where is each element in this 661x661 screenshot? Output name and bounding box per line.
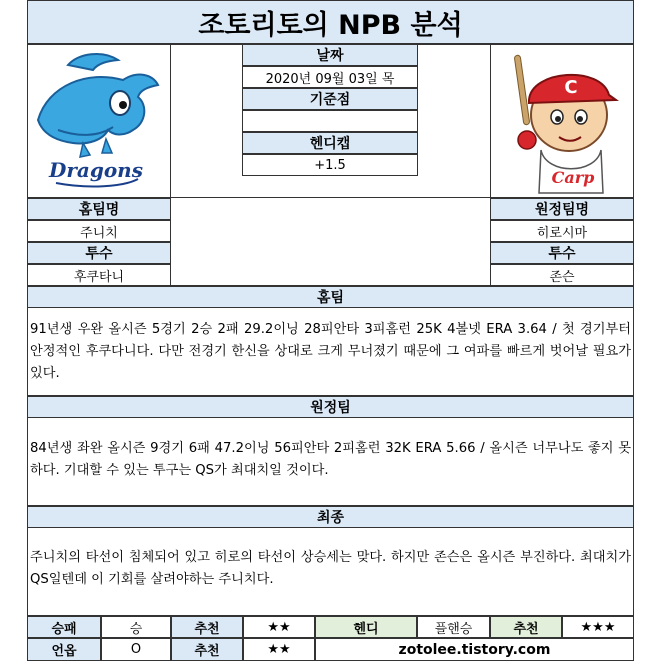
dragons-logo-text: Dragons bbox=[49, 158, 143, 182]
home-section-header: 홈팀 bbox=[27, 286, 634, 308]
handi-label: 헨디 bbox=[315, 616, 417, 638]
date-label: 날짜 bbox=[242, 44, 418, 66]
site-link[interactable]: zotolee.tistory.com bbox=[315, 638, 634, 661]
ou-value: O bbox=[101, 638, 171, 661]
middle-blank-area bbox=[171, 198, 490, 286]
ou-label: 언옵 bbox=[27, 638, 101, 661]
carp-cap-letter: C bbox=[564, 77, 578, 98]
rec1-value: ★★ bbox=[243, 616, 315, 638]
away-pitcher-name: 존슨 bbox=[490, 264, 634, 286]
analysis-sheet bbox=[27, 0, 634, 661]
final-section-header: 최종 bbox=[27, 506, 634, 528]
home-section-body bbox=[27, 308, 634, 396]
home-analysis-text: 91년생 우완 올시즌 5경기 2승 2패 29.2이닝 28피안타 3피홈런 25K 4볼넷 ERA 3.64 / 첫 경기부터 안정적인 후쿠다니다. 다만 전경기 한신을 상대로 크게 무너졌기 때문에 그 여파를 빠르게 벗어날 필요가 있다. bbox=[30, 322, 631, 381]
away-section-body bbox=[27, 418, 634, 506]
away-pitcher-label: 투수 bbox=[490, 242, 634, 264]
rec1-label: 추천 bbox=[171, 616, 243, 638]
rec2-value: ★★★ bbox=[562, 616, 634, 638]
wl-value: 승 bbox=[101, 616, 171, 638]
carp-logo-text: Carp bbox=[551, 168, 595, 187]
baseline-label: 기준점 bbox=[242, 88, 418, 110]
away-logo-box bbox=[490, 44, 634, 198]
home-pitcher-label: 투수 bbox=[27, 242, 171, 264]
final-analysis-text: 주니치의 타선이 침체되어 있고 히로의 타선이 상승세는 맞다. 하지만 존슨은 올시즌 부진하다. 최대치가 QS일텐데 이 기회를 살려야하는 주니치다. bbox=[30, 550, 631, 587]
handicap-value: +1.5 bbox=[242, 154, 418, 176]
rec3-label: 추천 bbox=[171, 638, 243, 661]
away-team-label: 원정팀명 bbox=[490, 198, 634, 220]
rec2-label: 추천 bbox=[490, 616, 562, 638]
home-logo-box bbox=[27, 44, 171, 198]
page-title: 조토리토의 NPB 분석 bbox=[27, 0, 634, 44]
handicap-label: 헨디캡 bbox=[242, 132, 418, 154]
carp-logo-icon bbox=[491, 45, 633, 197]
dragons-logo-icon bbox=[28, 45, 170, 197]
away-analysis-text: 84년생 좌완 올시즌 9경기 6패 47.2이닝 56피안타 2피홈런 32K ERA 5.66 / 올시즌 너무나도 좋지 못하다. 기대할 수 있는 투구는 QS가 최대치일 것이다. bbox=[30, 441, 631, 478]
wl-label: 승패 bbox=[27, 616, 101, 638]
home-pitcher-name: 후쿠타니 bbox=[27, 264, 171, 286]
away-section-header: 원정팀 bbox=[27, 396, 634, 418]
away-team-name: 히로시마 bbox=[490, 220, 634, 242]
home-team-name: 주니치 bbox=[27, 220, 171, 242]
final-section-body bbox=[27, 528, 634, 616]
date-value: 2020년 09월 03일 목 bbox=[242, 66, 418, 88]
rec3-value: ★★ bbox=[243, 638, 315, 661]
home-team-label: 홈팀명 bbox=[27, 198, 171, 220]
handi-value: 플핸승 bbox=[417, 616, 490, 638]
baseline-value bbox=[242, 110, 418, 132]
